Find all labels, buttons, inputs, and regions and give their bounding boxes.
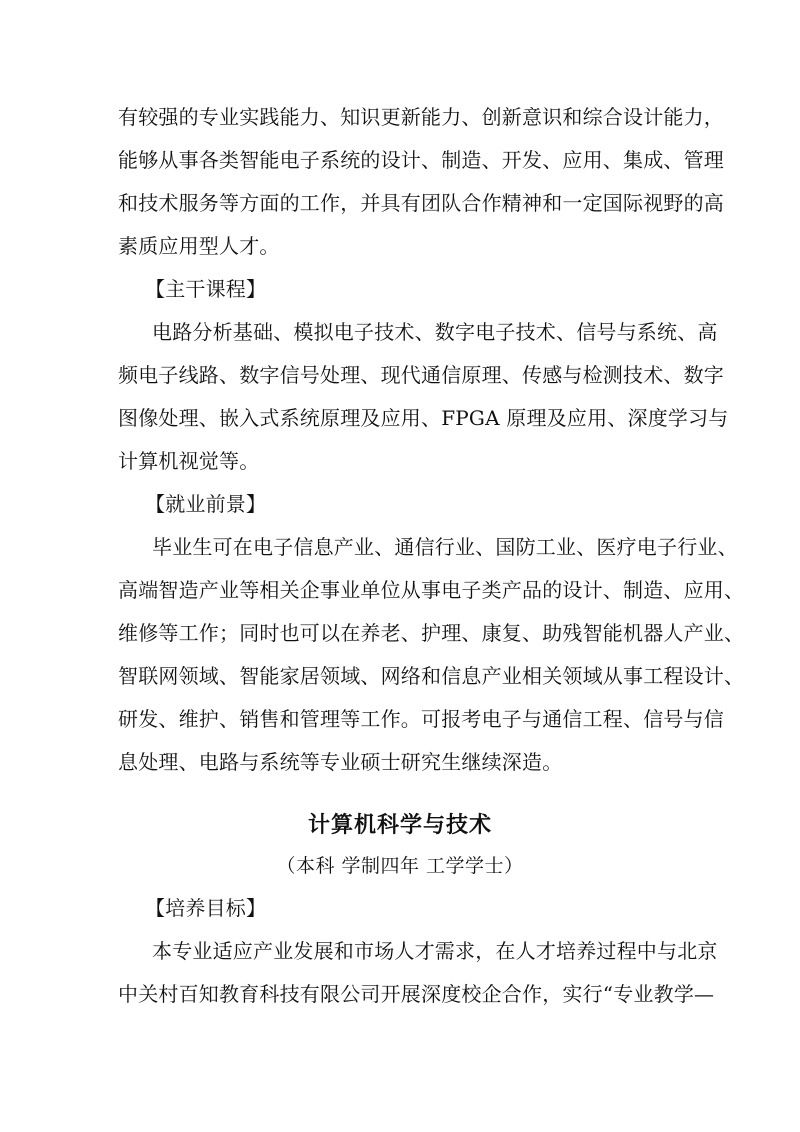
employment-line-3: 维修等工作；同时也可以在养老、护理、康复、助残智能机器人产业、 (118, 621, 745, 645)
employment-line-6: 息处理、电路与系统等专业硕士研究生继续深造。 (118, 750, 563, 774)
objective-line-1: 本专业适应产业发展和市场人才需求，在人才培养过程中与北京 (152, 939, 718, 963)
major-subtitle: （本科 学制四年 工学学士） (276, 855, 524, 877)
courses-line-2: 频电子线路、数字信号处理、现代通信原理、传感与检测技术、数字 (118, 363, 724, 387)
para1-line-2: 能够从事各类智能电子系统的设计、制造、开发、应用、集成、管理 (118, 148, 724, 172)
employment-line-4: 智联网领域、智能家居领域、网络和信息产业相关领域从事工程设计、 (118, 664, 745, 688)
courses-header: 【主干课程】 (145, 277, 267, 301)
objective-line-2: 中关村百知教育科技有限公司开展深度校企合作，实行“专业教学— (118, 982, 715, 1006)
courses-line-4: 计算机视觉等。 (118, 449, 260, 473)
employment-line-5: 研发、维护、销售和管理等工作。可报考电子与通信工程、信号与信 (118, 707, 724, 731)
courses-line-1: 电路分析基础、模拟电子技术、数字电子技术、信号与系统、高 (152, 320, 718, 344)
employment-line-1: 毕业生可在电子信息产业、通信行业、国防工业、医疗电子行业、 (152, 535, 738, 559)
para1-line-4: 素质应用型人才。 (118, 234, 280, 258)
major-title: 计算机科学与技术 (307, 813, 492, 838)
employment-header: 【就业前景】 (145, 492, 267, 516)
para1-line-3: 和技术服务等方面的工作，并具有团队合作精神和一定国际视野的高 (118, 191, 724, 215)
employment-line-2: 高端智造产业等相关企事业单位从事电子类产品的设计、制造、应用、 (118, 578, 745, 602)
para1-line-1: 有较强的专业实践能力、知识更新能力、创新意识和综合设计能力， (118, 105, 724, 129)
objective-header: 【培养目标】 (145, 896, 267, 920)
courses-line-3: 图像处理、嵌入式系统原理及应用、FPGA 原理及应用、深度学习与 (118, 406, 729, 430)
